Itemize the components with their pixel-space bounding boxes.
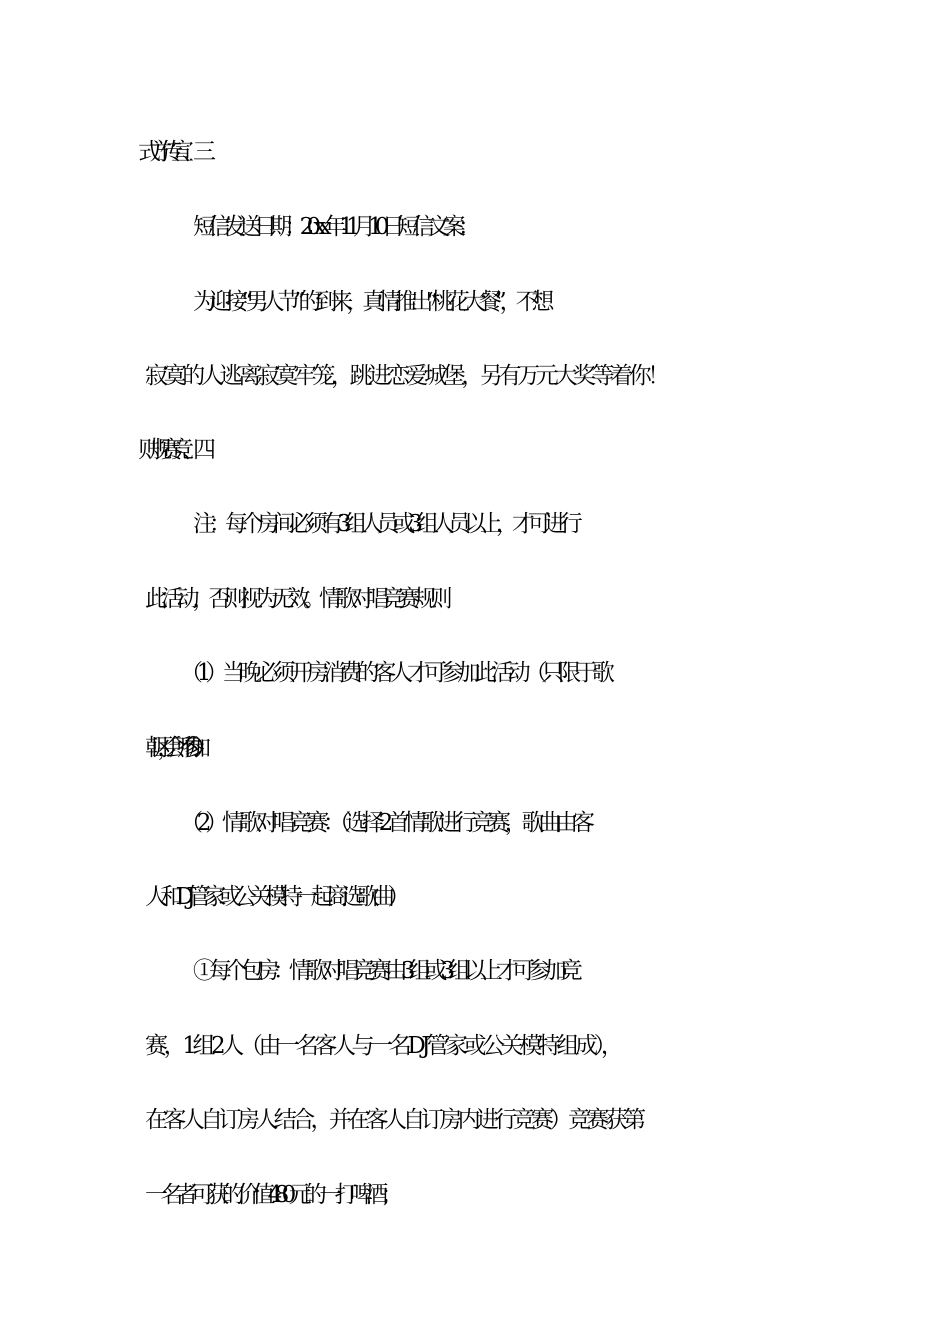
paragraph-line: （1）当晚必须开房消费的客人才可参加此活动（只限于歌 xyxy=(180,660,609,686)
paragraph-line: ①每个包房：情歌对唱竞赛由3组或3组以上才可参加竞 xyxy=(193,958,576,984)
paragraph-line: 短信发送日期：20xx年11月10日短信文案： xyxy=(193,214,474,240)
paragraph-line: （2）情歌对唱竞赛：（选择2首情歌进行竞赛，歌曲由客 xyxy=(180,810,589,836)
paragraph-line: 朝区，会所不参加） xyxy=(145,735,201,761)
paragraph-line: 注：每个房间必须有3组人员或3组人员以上，才可进行 xyxy=(193,511,576,537)
paragraph-line: 赛，1组2人（由一名客人与一名DJ管家或公关模特组成）， xyxy=(145,1033,620,1059)
paragraph-line: 此活动，否则视为无效。情歌对唱竞赛规则 xyxy=(145,586,446,612)
section-heading-rules xyxy=(193,435,950,465)
paragraph-line: 一名者可获的价值480元的一打啤酒； xyxy=(145,1182,396,1208)
section-heading-publicity xyxy=(193,137,950,167)
paragraph-line: 为迎接“男人节”的到来，真情推出“桃花大餐”，不想 xyxy=(193,289,548,315)
paragraph-line: 在客人自订房人结合，并在客人自订房内进行竞赛）竞赛获第 xyxy=(145,1107,642,1133)
paragraph-line: 寂寞的人逃离寂寞牢笼，跳进恋爱城堡，另有万元大奖等着你！ xyxy=(145,363,667,389)
paragraph-line: 人和DJ管家或公关模特一起商选歌曲） xyxy=(145,884,403,910)
